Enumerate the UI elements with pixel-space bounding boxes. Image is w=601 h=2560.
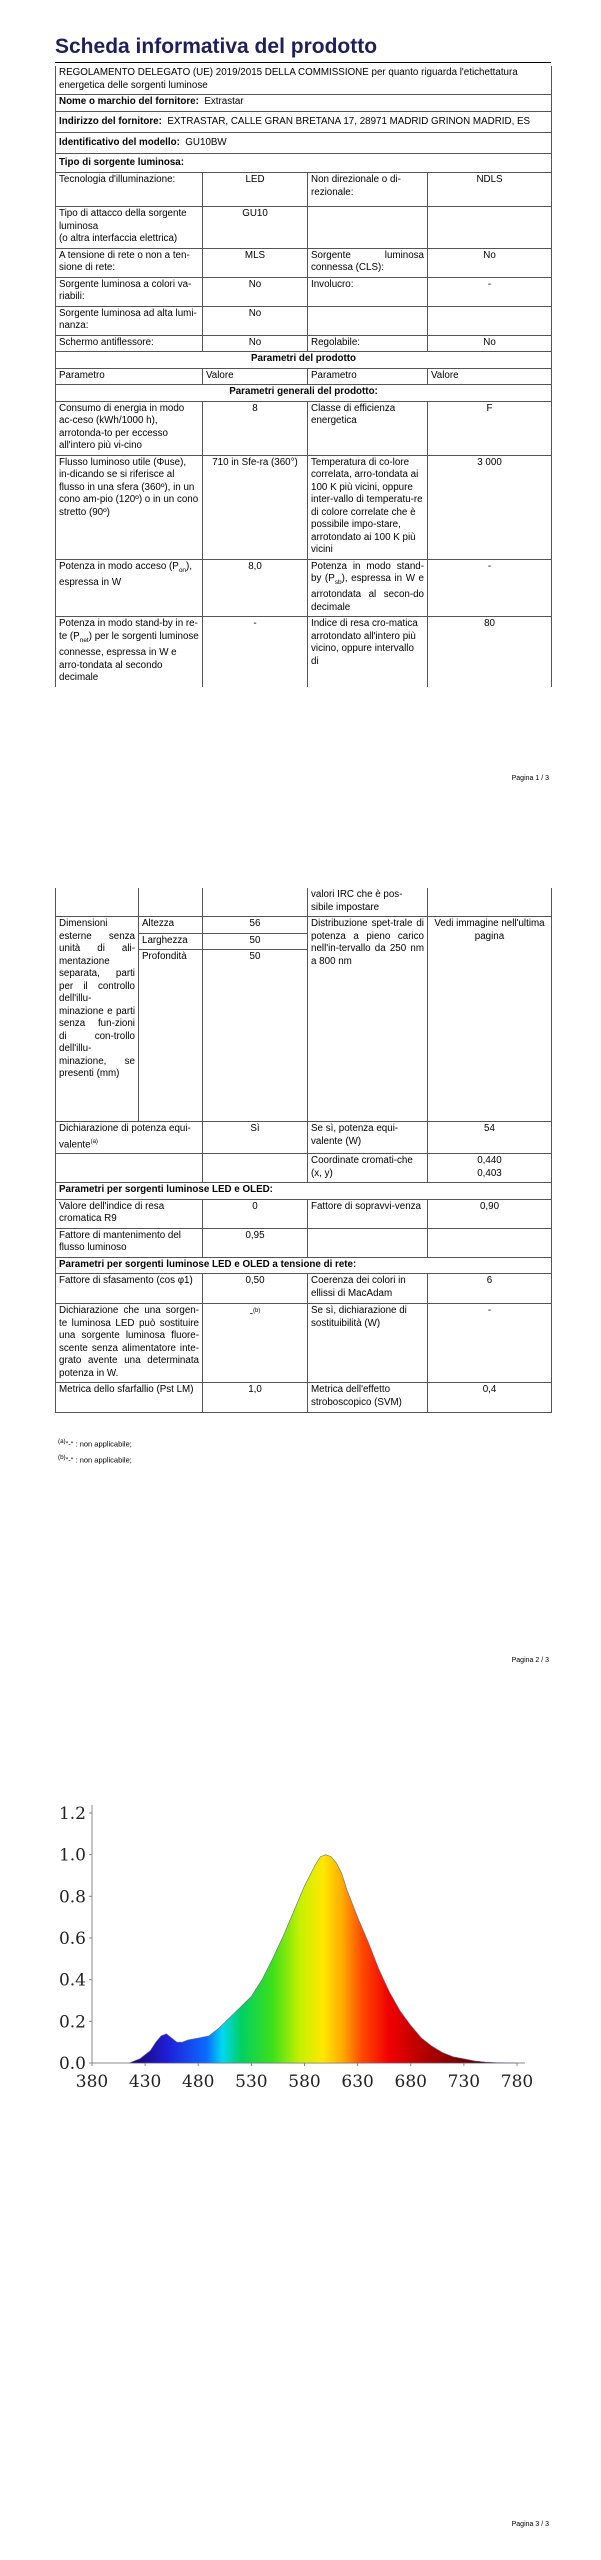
supplier-address-value: EXTRASTAR, CALLE GRAN BRETANA 17, 28971 MADRID GRINON MADRID, ES — [167, 115, 531, 127]
macadam-label: Coerenza dei colori in ellissi di MacAdam — [308, 1274, 428, 1304]
cap-row — [56, 207, 552, 249]
mains-value: MLS — [203, 248, 308, 277]
page-1 — [0, 0, 601, 815]
mains-row — [56, 248, 552, 277]
directional-label: Non direzionale o di-rezionale: — [308, 173, 428, 207]
energy-row — [56, 401, 552, 455]
page-3 — [0, 1695, 601, 2560]
psb-value: - — [428, 559, 552, 617]
x-tick-label: 780 — [500, 2072, 534, 2092]
cct-value: 3 000 — [428, 455, 552, 559]
energy-value: 8 — [203, 401, 308, 455]
dimensions-label: Dimensioni esterne senza unità di ali-mentazione separata, parti per il controllo dell'illu-minazione e parti senza fun-zioni di con-trollo dell'illu-minazione, se presenti (mm) — [56, 917, 139, 1122]
product-info-table-continued — [55, 888, 552, 1413]
energy-label: Consumo di energia in modo ac-ceso (kWh/1000 h), arrotonda-to per eccesso all'intero più vi-cino — [56, 401, 203, 455]
y-tick-label: 1.2 — [58, 1804, 86, 1824]
class-label: Classe di efficienza energetica — [308, 401, 428, 455]
page-2 — [0, 815, 601, 1695]
height-value: 56 — [203, 917, 308, 934]
equivalent-claim-label: Dichiarazione di potenza equi-valente$^{(a)}$ — [56, 1122, 203, 1154]
width-label: Larghezza — [139, 933, 203, 950]
spd-value: Vedi immagine nell'ultima pagina — [428, 917, 552, 1122]
envelope-value: - — [428, 277, 552, 306]
colour-label: Sorgente luminosa a colori va-riabili: — [56, 277, 203, 306]
power-factor-row — [56, 1274, 552, 1304]
col-value-2: Valore — [428, 368, 552, 385]
envelope-label: Involucro: — [308, 277, 428, 306]
power-factor-value: 0,50 — [203, 1274, 308, 1304]
r9-row — [56, 1199, 552, 1228]
y-tick-label: 0.6 — [58, 1929, 86, 1949]
colour-value: No — [203, 277, 308, 306]
flicker-row — [56, 1383, 552, 1413]
flux-value: 710 in Sfe-ra (360°) — [203, 455, 308, 559]
equivalent-power-value: 54 — [428, 1122, 552, 1154]
flux-label: Flusso luminoso utile (Φuse), in-dicando se si riferisce al flusso in una sfera (360º), in un cono am-pio (120º) o in un cono stretto (90º) — [56, 455, 203, 559]
svm-label: Metrica dell'effetto stroboscopico (SVM) — [308, 1383, 428, 1413]
spectral-power-chart — [52, 1795, 552, 2115]
technology-row — [56, 173, 552, 207]
x-tick-label: 380 — [75, 2072, 109, 2092]
cls-value: No — [428, 248, 552, 277]
footnote-a: $^{(a)}$"-" : non applicabile; — [58, 1438, 132, 1449]
chromaticity-label: Coordinate cromati-che (x, y) — [308, 1154, 428, 1183]
power-factor-label: Fattore di sfasamento (cos φ1) — [56, 1274, 203, 1304]
led-oled-header-row — [56, 1183, 552, 1200]
macadam-value: 6 — [428, 1274, 552, 1304]
col-value-1: Valore — [203, 368, 308, 385]
page-number: Pagina 1 / 3 — [511, 775, 549, 782]
document-title: Scheda informativa del prodotto — [55, 35, 551, 63]
dimmable-label: Regolabile: — [308, 335, 428, 352]
hl-value: No — [203, 306, 308, 335]
glare-row — [56, 335, 552, 352]
source-type-header: Tipo di sorgente luminosa: — [56, 153, 552, 173]
led-mains-header-row — [56, 1257, 552, 1274]
y-tick-label: 0.8 — [58, 1887, 86, 1908]
pst-value: 1,0 — [203, 1383, 308, 1413]
cap-value: GU10 — [203, 207, 308, 249]
network-standby-row — [56, 617, 552, 687]
y-tick-labels — [59, 1804, 92, 2074]
psb-label: Potenza in modo stand-by $(P_{sb})$, espressa in W e arrotondata al secon-do decimale — [308, 559, 428, 617]
led-mains-header: Parametri per sorgenti luminose LED e OLED a tensione di rete: — [56, 1257, 552, 1274]
directional-value: NDLS — [428, 173, 552, 207]
cri-continued-row — [56, 888, 552, 917]
led-oled-header: Parametri per sorgenti luminose LED e OLED: — [56, 1183, 552, 1200]
depth-label: Profondità — [139, 950, 203, 1122]
dimension-height-row — [56, 917, 552, 934]
y-tick-label: 0.2 — [58, 2012, 86, 2033]
pnet-label: Potenza in modo stand-by in re-te $(P_{net})$ per le sorgenti luminose connesse, espressa in W e arro-tondata al secondo decimale — [56, 617, 203, 687]
product-info-table — [55, 66, 552, 687]
pst-label: Metrica dello sfarfallio (Pst LM) — [56, 1383, 203, 1413]
power-row — [56, 559, 552, 617]
spd-label: Distribuzione spet-trale di potenza a pieno carico nell'in-tervallo da 250 nm a 800 nm — [308, 917, 428, 1122]
x-tick-label: 580 — [288, 2072, 321, 2092]
x-tick-label: 530 — [235, 2072, 268, 2092]
x-tick-label: 630 — [341, 2072, 374, 2092]
general-params-header: Parametri generali del prodotto: — [56, 385, 552, 402]
model-label: Identificativo del modello: — [59, 137, 180, 148]
col-param-1: Parametro — [56, 368, 203, 385]
svm-value: 0,4 — [428, 1383, 552, 1413]
height-label: Altezza — [139, 917, 203, 934]
chromaticity-row — [56, 1154, 552, 1183]
cri-label-part2: valori IRC che è pos-sibile impostare — [308, 888, 428, 917]
glare-label: Schermo antiflessore: — [56, 335, 203, 352]
fluorescent-replacement-row — [56, 1304, 552, 1383]
x-tick-label: 730 — [447, 2072, 481, 2092]
chart-area-series — [129, 1855, 517, 2063]
model-row — [56, 133, 552, 154]
survival-value: 0,90 — [428, 1199, 552, 1228]
tech-label: Tecnologia d'illuminazione: — [56, 173, 203, 207]
class-value: F — [428, 401, 552, 455]
equivalent-power-label: Se sì, potenza equi-valente (W) — [308, 1122, 428, 1154]
r9-label: Valore dell'indice di resa cromatica R9 — [56, 1199, 203, 1228]
equivalent-power-row — [56, 1122, 552, 1154]
dimmable-value: No — [428, 335, 552, 352]
column-header-row — [56, 368, 552, 385]
model-value: GU10BW — [185, 137, 227, 148]
glare-value: No — [203, 335, 308, 352]
chromaticity-y: 0,403 — [477, 1167, 502, 1179]
replacement-label: Se sì, dichiarazione di sostituibilità (W) — [308, 1304, 428, 1383]
x-tick-labels — [76, 2063, 533, 2092]
y-tick-label: 0.0 — [58, 2054, 86, 2074]
hl-label: Sorgente luminosa ad alta lumi-nanza: — [56, 306, 203, 335]
page-number: Pagina 3 / 3 — [511, 2521, 549, 2528]
maintenance-row — [56, 1228, 552, 1257]
regulation-text: REGOLAMENTO DELEGATO (UE) 2019/2015 DELLA COMMISSIONE per quanto riguarda l'etichettatura energetica delle sorgenti luminose — [56, 66, 552, 95]
equivalent-claim-value: Sì — [203, 1122, 308, 1154]
y-tick-label: 1.0 — [58, 1845, 86, 1866]
product-params-header-row — [56, 352, 552, 369]
pon-value: 8,0 — [203, 559, 308, 617]
supplier-address-label: Indirizzo del fornitore: — [59, 115, 162, 127]
maintenance-value: 0,95 — [203, 1228, 308, 1257]
fluorescent-value: -$^{(b)}$ — [203, 1304, 308, 1383]
spectrum-area — [129, 1855, 517, 2063]
cri-label-part1: Indice di resa cro-matica arrotondato all'intero più vicino, oppure intervallo di — [308, 617, 428, 687]
supplier-address-row — [56, 111, 552, 133]
mains-label: A tensione di rete o non a ten-sione di rete: — [56, 248, 203, 277]
survival-label: Fattore di sopravvi-venza — [308, 1199, 428, 1228]
tech-value: LED — [203, 173, 308, 207]
page-number: Pagina 2 / 3 — [511, 1657, 549, 1664]
cri-value: 80 — [428, 617, 552, 687]
cls-label: Sorgente luminosa connessa (CLS): — [308, 248, 428, 277]
pnet-value: - — [203, 617, 308, 687]
cap-label: Tipo di attacco della sorgente luminosa — [59, 208, 187, 232]
footnote-b: $^{(b)}$"-" : non applicabile; — [58, 1454, 132, 1465]
source-type-header-row — [56, 153, 552, 173]
pon-label: Potenza in modo acceso $(P_{on})$, espressa in W — [56, 559, 203, 617]
r9-value: 0 — [203, 1199, 308, 1228]
width-value: 50 — [203, 933, 308, 950]
fluorescent-label: Dichiarazione che una sorgen-te luminosa LED può sostituire una sorgente luminosa fluore-scente senza alimentatore inte-grato avente una determinata potenza in W. — [56, 1304, 203, 1383]
depth-value: 50 — [203, 950, 308, 1122]
replacement-value: - — [428, 1304, 552, 1383]
supplier-name-label: Nome o marchio del fornitore: — [59, 96, 199, 107]
supplier-name-row — [56, 95, 552, 112]
chromaticity-x: 0,440 — [477, 1155, 502, 1167]
x-tick-label: 680 — [394, 2072, 427, 2092]
cct-label: Temperatura di co-lore correlata, arro-tondata ai 100 K più vicini, oppure inter-vallo di temperatu-re di colore correlate che è possibile impo-stare, arrotondato ai 100 K più vicini — [308, 455, 428, 559]
general-params-header-row — [56, 385, 552, 402]
colour-row — [56, 277, 552, 306]
cap-note: (o altra interfaccia elettrica) — [59, 233, 178, 244]
col-param-2: Parametro — [308, 368, 428, 385]
x-tick-label: 430 — [128, 2072, 162, 2092]
flux-row — [56, 455, 552, 559]
y-tick-label: 0.4 — [58, 1970, 86, 1991]
maintenance-label: Fattore di mantenimento del flusso luminoso — [56, 1228, 203, 1257]
x-tick-label: 480 — [182, 2072, 215, 2092]
product-params-header: Parametri del prodotto — [56, 352, 552, 369]
high-luminance-row — [56, 306, 552, 335]
supplier-name-value: Extrastar — [204, 96, 244, 107]
